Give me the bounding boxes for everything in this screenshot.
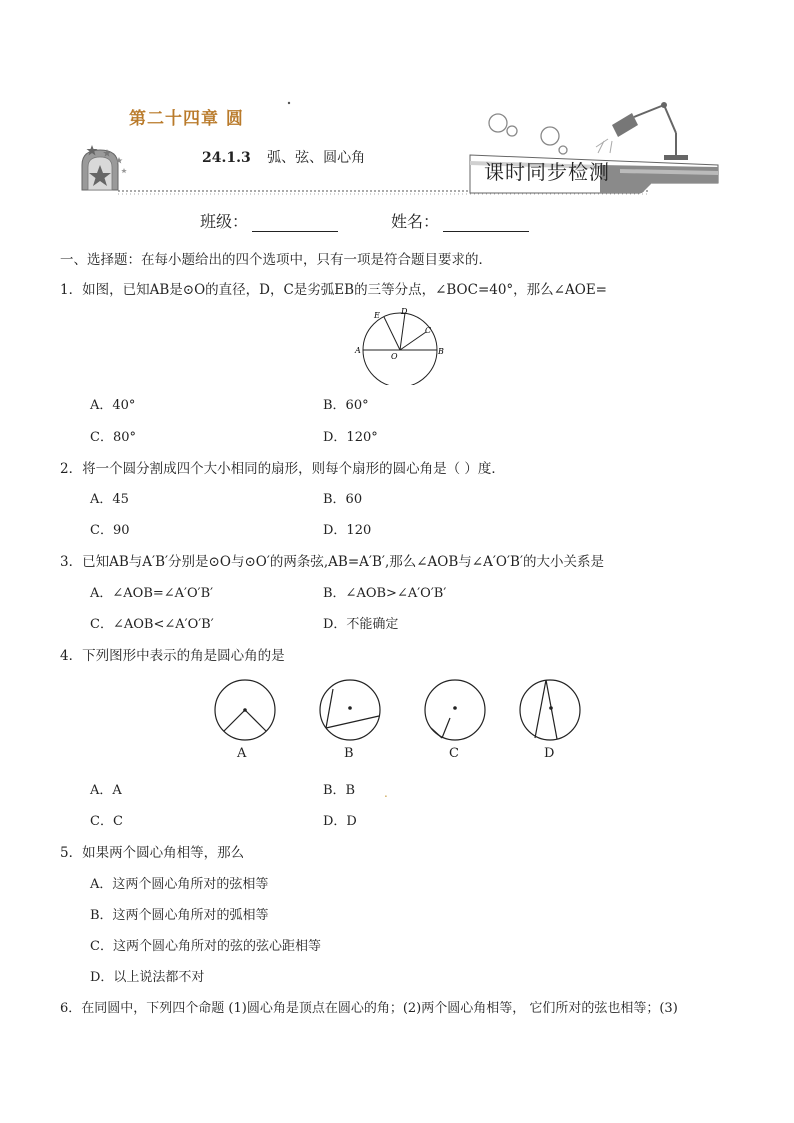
fig1-label-d: D [401,307,408,316]
banner-title: 课时同步检测 [484,160,610,184]
question-2-option-b[interactable]: B．60 [323,492,363,507]
fig4-label-a: A [237,746,247,761]
question-1-figure [350,305,450,385]
question-2-option-c[interactable]: C．90 [90,523,130,538]
question-4-stem: 4．下列图形中表示的角是圆心角的是 [60,648,285,664]
question-2-stem: 2．将一个圆分割成四个大小相同的扇形，则每个扇形的圆心角是（ ）度． [60,461,505,477]
fig4-label-d: D [544,746,555,761]
fig4-label-b: B [344,746,354,761]
fig1-label-c: C [425,326,432,335]
question-4-option-a[interactable]: A．A [90,783,122,798]
question-4-option-c[interactable]: C．C [90,814,123,829]
class-blank[interactable] [252,215,338,232]
question-1-option-c[interactable]: C．80° [90,430,136,445]
question-3-option-a[interactable]: A．∠AOB=∠A′O′B′ [90,586,214,601]
question-2-option-d[interactable]: D．120 [323,523,372,538]
question-5-option-a[interactable]: A．这两个圆心角所对的弦相等 [90,877,269,892]
fig1-label-o: O [391,352,398,361]
question-6-stem: 6．在同圆中，下列四个命题 (1)圆心角是顶点在圆心的角；(2)两个圆心角相等， 它们所对的弦也相等；(3) [60,1001,678,1016]
name-label: 姓名： [391,212,440,231]
question-4-option-d[interactable]: D．D [323,814,357,829]
question-2-option-a[interactable]: A．45 [90,492,129,507]
question-3-option-c[interactable]: C．∠AOB<∠A′O′B′ [90,617,214,632]
bubbles-icon [489,114,567,154]
fig1-label-e: E [374,311,380,320]
question-1-option-a[interactable]: A．40° [90,398,136,413]
section-heading [202,147,365,167]
question-4-figures [200,672,600,764]
question-4-option-b[interactable]: B．B [323,783,356,798]
fig4-label-c: C [449,746,459,761]
desk-lamp-icon [596,102,688,160]
fig1-label-a: A [355,346,361,355]
question-1-option-d[interactable]: D．120° [323,430,378,445]
question-1-stem: 1．如图，已知AB是⊙O的直径，D，C是劣弧EB的三等分点，∠BOC=40°，那么∠AOE= [60,282,607,298]
star-badge-icon [82,145,127,190]
section-title: 弧、弦、圆心角 [267,150,366,166]
instructions: 一、选择题：在每小题给出的四个选项中，只有一项是符合题目要求的． [60,252,492,268]
question-3-option-b[interactable]: B．∠AOB>∠A′O′B′ [323,586,447,601]
question-5-option-b[interactable]: B．这两个圆心角所对的弧相等 [90,908,269,923]
question-5-stem: 5．如果两个圆心角相等，那么 [60,845,245,861]
chapter-title: 第二十四章 圆 [129,109,244,129]
class-field [200,209,338,232]
question-5-option-c[interactable]: C．这两个圆心角所对的弦的弦心距相等 [90,939,321,954]
question-3-option-d[interactable]: D．不能确定 [323,617,399,632]
fig1-label-b: B [438,347,444,356]
header-decoration [0,95,794,200]
question-1-option-b[interactable]: B．60° [323,398,369,413]
question-5-option-d[interactable]: D．以上说法都不对 [90,970,205,985]
question-3-stem: 3．已知AB与A′B′分别是⊙O与⊙O′的两条弦,AB=A′B′,那么∠AOB与∠A′O′B′的大小关系是 [60,554,605,570]
stray-dot: . [384,786,388,800]
name-field [391,209,529,232]
name-blank[interactable] [443,215,529,232]
section-number: 24.1.3 [202,150,251,166]
class-label: 班级： [200,212,249,231]
